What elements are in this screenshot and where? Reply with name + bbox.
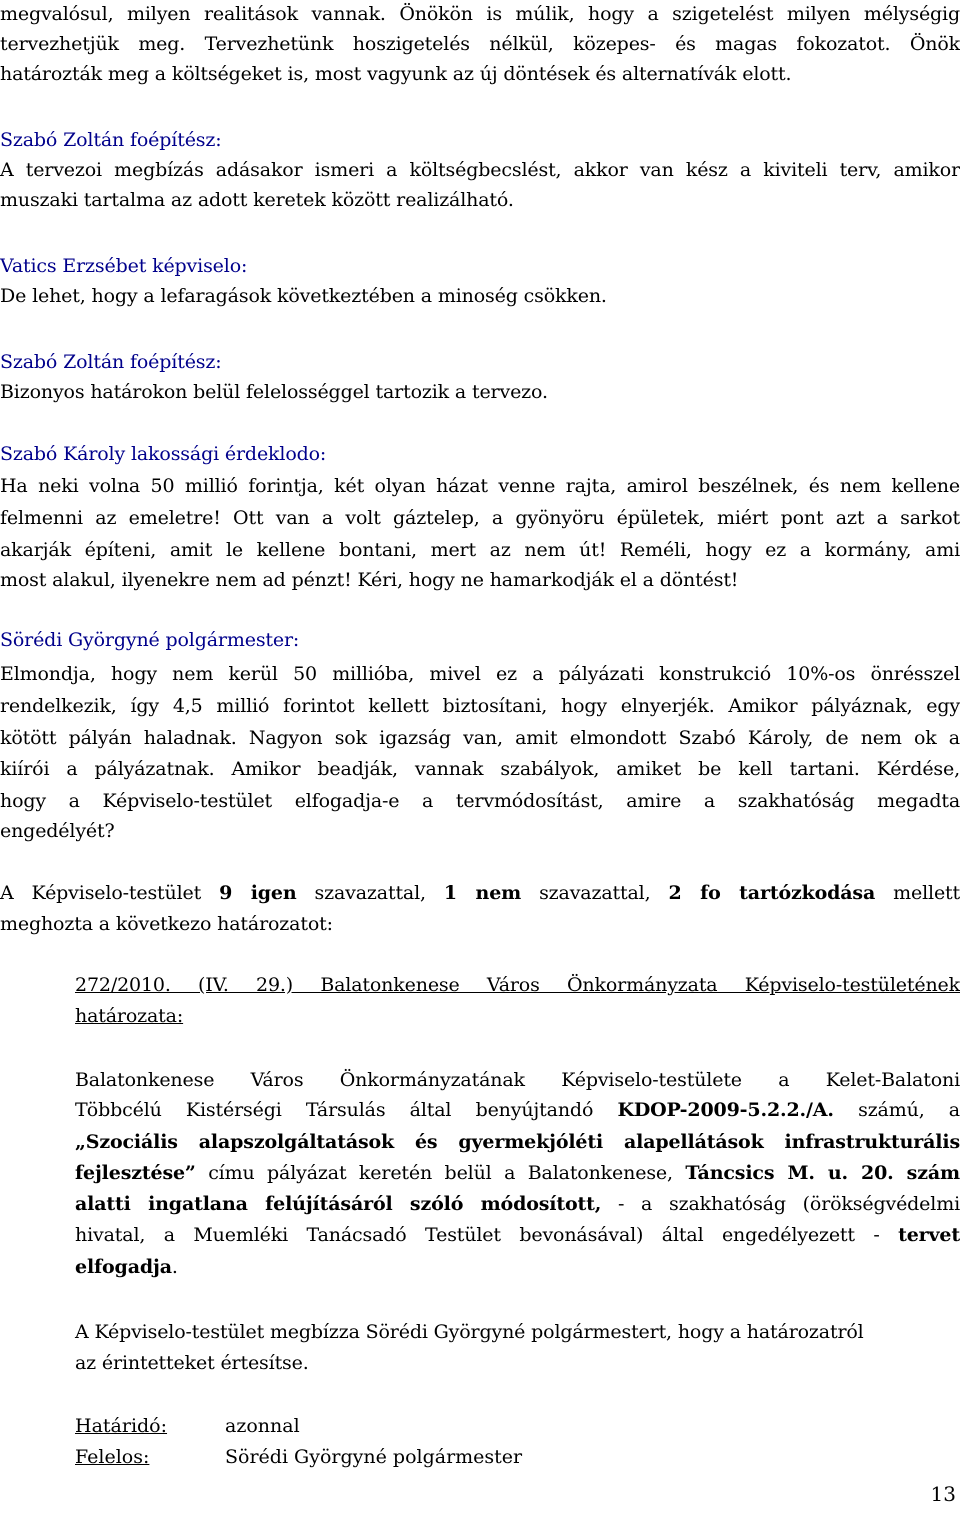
text-line: határozták meg a költségeket is, most vagyunk az új döntések és alternatívák elott.	[0, 63, 792, 85]
responsible-label: Felelos:	[75, 1446, 150, 1468]
vote-text: szavazattal,	[296, 882, 444, 904]
text-line: engedélyét?	[0, 820, 115, 842]
text-line: most alakul, ilyenekre nem ad pénzt! Kéri, hogy ne hamarkodják el a döntést!	[0, 569, 739, 591]
vote-no: 1 nem	[443, 882, 522, 904]
text-line: rendelkezik, így 4,5 millió forintot kellett biztosítani, hogy elnyerjék. Amikor pályáznak, egy	[0, 695, 960, 717]
text-line	[75, 1223, 960, 1247]
text-line: Bizonyos határokon belül felelosséggel tartozik a tervezo.	[0, 381, 548, 403]
text-line	[75, 1098, 960, 1122]
resolution-title-text: 272/2010. (IV. 29.) Balatonkenese Város Önkormányzata Képviselo-testületének	[75, 974, 960, 996]
text-span: - a szakhatóság (örökségvédelmi	[601, 1193, 960, 1215]
text-line: akarják építeni, amit le kellene bontani, mert az nem út! Reméli, hogy ez a kormány, ami	[0, 539, 960, 561]
resolution-title	[75, 1004, 960, 1028]
speaker-label: Sörédi Györgyné polgármester:	[0, 629, 300, 651]
deadline-label: Határidó:	[75, 1415, 168, 1437]
text-line: hogy a Képviselo-testület elfogadja-e a tervmódosítást, amire a szakhatóság megadta	[0, 790, 960, 812]
text-line: A tervezoi megbízás adásakor ismeri a költségbecslést, akkor van kész a kiviteli terv, amikor	[0, 159, 960, 181]
text-line	[75, 1192, 960, 1216]
vote-line	[0, 881, 960, 905]
speaker-label: Szabó Zoltán foépítész:	[0, 351, 222, 373]
vote-text: A Képviselo-testület	[0, 882, 220, 904]
text-line: A Képviselo-testület megbízza Sörédi Györgyné polgármestert, hogy a határozatról	[75, 1321, 864, 1343]
resolution-title-text: határozata:	[75, 1005, 184, 1027]
text-line: kötött pályán haladnak. Nagyon sok igazság van, amit elmondott Szabó Károly, de nem ok a	[0, 727, 960, 749]
project-code: KDOP-2009-5.2.2./A.	[617, 1099, 834, 1121]
text-line: De lehet, hogy a lefaragások következtében a minoség csökken.	[0, 285, 607, 307]
text-line: Elmondja, hogy nem kerül 50 millióba, mivel ez a pályázati konstrukció 10%-os önrésszel	[0, 663, 960, 685]
speaker-label: Vatics Erzsébet képviselo:	[0, 255, 248, 277]
project-title: fejlesztése”	[75, 1162, 196, 1184]
vote-abstain: 2 fo tartózkodása	[668, 882, 876, 904]
text-span: Többcélú Kistérségi Társulás által benyújtandó	[75, 1099, 618, 1121]
speaker-label: Szabó Károly lakossági érdeklodo:	[0, 443, 327, 465]
text-line: tervezhetjük meg. Tervezhetünk hoszigetelés nélkül, közepes- és magas fokozatot. Önök	[0, 33, 960, 55]
responsible-value: Sörédi Györgyné polgármester	[225, 1446, 523, 1468]
resolution-title	[75, 973, 960, 997]
text-span: hivatal, a Muemléki Tanácsadó Testület bevonásával) által engedélyezett -	[75, 1224, 899, 1246]
project-title: „Szociális alapszolgáltatások és gyermekjóléti alapellátások infrastrukturális	[75, 1131, 960, 1153]
text-span: számú, a	[833, 1099, 960, 1121]
text-line: Ha neki volna 50 millió forintja, két olyan házat venne rajta, amirol beszélnek, és nem kellene	[0, 475, 960, 497]
text-line: meghozta a következo határozatot:	[0, 913, 333, 935]
bold-text: elfogadja	[75, 1256, 172, 1278]
vote-yes: 9 igen	[219, 882, 297, 904]
deadline-value: azonnal	[225, 1415, 300, 1437]
text-line: Balatonkenese Város Önkormányzatának Képviselo-testülete a Kelet-Balatoni	[75, 1069, 960, 1091]
text-span: címu pályázat keretén belül a Balatonkenese,	[195, 1162, 686, 1184]
text-span: .	[171, 1256, 178, 1278]
bold-text: alatti ingatlana felújításáról szóló módosított,	[75, 1193, 602, 1215]
text-line	[75, 1161, 960, 1185]
text-line: az érintetteket értesítse.	[75, 1352, 309, 1374]
vote-text: szavazattal,	[521, 882, 669, 904]
bold-text: tervet	[898, 1224, 960, 1246]
text-line: kiírói a pályázatnak. Amikor beadják, vannak szabályok, amiket be kell tartani. Kérdése,	[0, 758, 960, 780]
text-line	[75, 1130, 960, 1154]
text-line	[75, 1255, 960, 1279]
address: Táncsics M. u. 20. szám	[685, 1162, 960, 1184]
text-line: megvalósul, milyen realitások vannak. Önökön is múlik, hogy a szigetelést milyen mélységig	[0, 3, 960, 25]
text-line: felmenni az emeletre! Ott van a volt gáztelep, a gyönyöru épületek, miért pont azt a sarkot	[0, 507, 960, 529]
speaker-label: Szabó Zoltán foépítész:	[0, 129, 222, 151]
vote-text: mellett	[875, 882, 960, 904]
text-line: muszaki tartalma az adott keretek között realizálható.	[0, 189, 514, 211]
page-number: 13	[930, 1482, 956, 1506]
